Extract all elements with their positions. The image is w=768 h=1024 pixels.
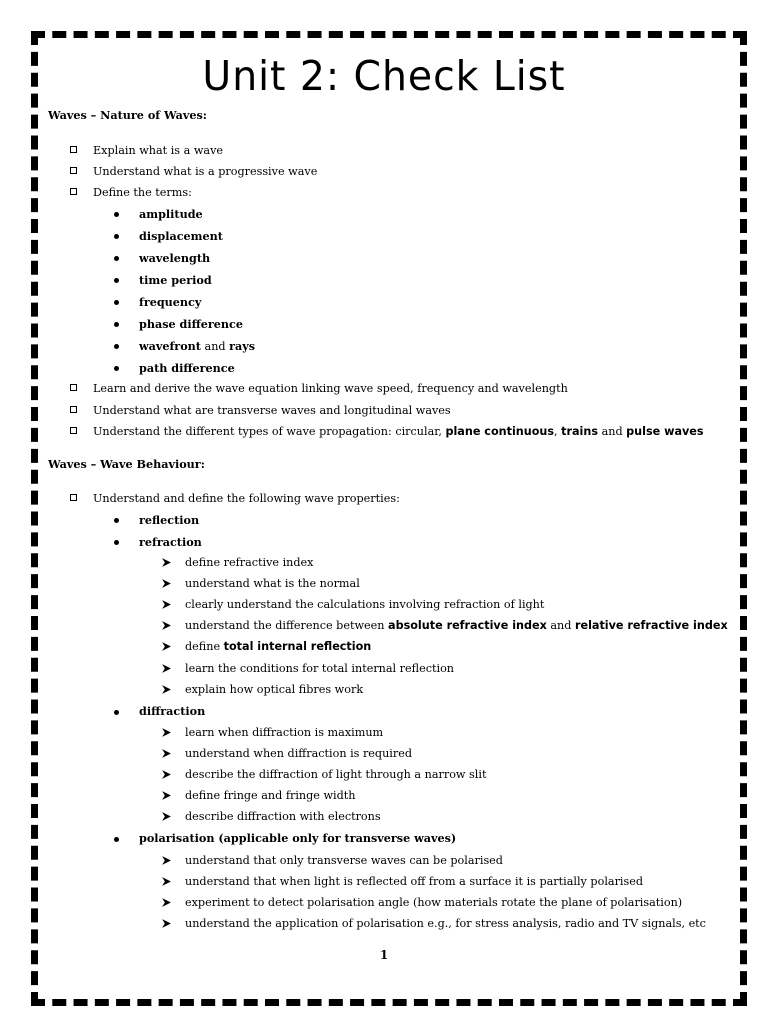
term-displacement: displacement	[139, 229, 223, 243]
bullet-icon	[114, 710, 119, 715]
term-total-internal-reflection: total internal reflection	[223, 640, 372, 653]
arrowhead-icon	[161, 897, 172, 908]
bullet-icon	[114, 278, 119, 283]
sub-item: define refractive index	[185, 556, 314, 569]
checkbox-icon[interactable]	[70, 188, 77, 195]
section-heading-wave-behaviour: Waves – Wave Behaviour:	[48, 457, 205, 471]
arrowhead-icon	[161, 684, 172, 695]
sub-item-refractive-index-difference	[185, 618, 728, 633]
property-reflection: reflection	[139, 513, 200, 527]
bullet-icon	[114, 366, 119, 371]
checklist-item-wave-propagation	[93, 424, 704, 439]
term-wavefront-and-rays	[139, 339, 255, 354]
property-polarisation: polarisation (applicable only for transverse waves)	[139, 831, 457, 845]
arrowhead-icon	[161, 769, 172, 780]
sub-item: experiment to detect polarisation angle (how materials rotate the plane of polarisation)	[185, 896, 683, 909]
arrowhead-icon	[161, 663, 172, 674]
bullet-icon	[114, 344, 119, 349]
arrowhead-icon	[161, 620, 172, 631]
arrowhead-icon	[161, 855, 172, 866]
arrowhead-icon	[161, 790, 172, 801]
arrowhead-icon	[161, 811, 172, 822]
term-amplitude: amplitude	[139, 207, 203, 221]
checklist-item: Understand what are transverse waves and longitudinal waves	[93, 404, 451, 417]
bullet-icon	[114, 300, 119, 305]
sub-item: understand what is the normal	[185, 577, 360, 590]
arrowhead-icon	[161, 748, 172, 759]
sub-item: learn when diffraction is maximum	[185, 726, 384, 739]
separator: and	[546, 619, 575, 632]
bullet-icon	[114, 837, 119, 842]
checkbox-icon[interactable]	[70, 427, 77, 434]
separator: ,	[554, 425, 562, 438]
bullet-icon	[114, 518, 119, 523]
sub-item: clearly understand the calculations involving refraction of light	[185, 598, 545, 611]
arrowhead-icon	[161, 599, 172, 610]
bullet-icon	[114, 256, 119, 261]
item-text: define	[185, 640, 224, 653]
term-trains: trains	[561, 425, 599, 438]
checkbox-icon[interactable]	[70, 384, 77, 391]
sub-item: understand the application of polarisation e.g., for stress analysis, radio and TV signals, etc	[185, 917, 706, 930]
term-time-period: time period	[139, 273, 212, 287]
checkbox-icon[interactable]	[70, 494, 77, 501]
term-wavefront: wavefront	[139, 339, 201, 353]
page-title: Unit 2: Check List	[202, 52, 566, 100]
checklist-item: Define the terms:	[93, 186, 192, 199]
term-rays: rays	[229, 339, 256, 353]
page-number: 1	[379, 948, 389, 962]
bullet-icon	[114, 212, 119, 217]
bullet-icon	[114, 540, 119, 545]
arrowhead-icon	[161, 876, 172, 887]
property-refraction: refraction	[139, 535, 202, 549]
checklist-item: Understand what is a progressive wave	[93, 165, 318, 178]
item-text: understand the difference between	[185, 619, 389, 632]
checklist-item: Understand and define the following wave properties:	[93, 492, 400, 505]
bullet-icon	[114, 234, 119, 239]
arrowhead-icon	[161, 641, 172, 652]
term-frequency: frequency	[139, 295, 202, 309]
sub-item: define fringe and fringe width	[185, 789, 356, 802]
sub-item: understand that when light is reflected off from a surface it is partially polarised	[185, 875, 644, 888]
checkbox-icon[interactable]	[70, 406, 77, 413]
term-plane-continuous: plane continuous	[445, 425, 555, 438]
term-wavelength: wavelength	[139, 251, 211, 265]
property-diffraction: diffraction	[139, 704, 206, 718]
checklist-item: Explain what is a wave	[93, 144, 224, 157]
term-pulse-waves: pulse waves	[626, 425, 704, 438]
separator: and	[598, 425, 627, 438]
checkbox-icon[interactable]	[70, 167, 77, 174]
arrowhead-icon	[161, 578, 172, 589]
sub-item: describe the diffraction of light through a narrow slit	[185, 768, 487, 781]
sub-item: understand that only transverse waves can be polarised	[185, 854, 503, 867]
checklist-item: Learn and derive the wave equation linking wave speed, frequency and wavelength	[93, 382, 568, 395]
sub-item: understand when diffraction is required	[185, 747, 412, 760]
arrowhead-icon	[161, 557, 172, 568]
arrowhead-icon	[161, 918, 172, 929]
bullet-icon	[114, 322, 119, 327]
term-relative-refractive-index: relative refractive index	[574, 619, 728, 632]
term-phase-difference: phase difference	[139, 317, 243, 331]
term-path-difference: path difference	[139, 361, 235, 375]
term-connector: and	[200, 340, 230, 353]
section-heading-nature-of-waves: Waves – Nature of Waves:	[48, 108, 207, 122]
checkbox-icon[interactable]	[70, 146, 77, 153]
arrowhead-icon	[161, 727, 172, 738]
term-absolute-refractive-index: absolute refractive index	[388, 619, 547, 632]
item-text: Understand the different types of wave propagation: circular,	[93, 425, 446, 438]
sub-item-total-internal-reflection	[185, 639, 371, 654]
sub-item: learn the conditions for total internal reflection	[185, 662, 455, 675]
sub-item: describe diffraction with electrons	[185, 810, 381, 823]
sub-item: explain how optical fibres work	[185, 683, 364, 696]
